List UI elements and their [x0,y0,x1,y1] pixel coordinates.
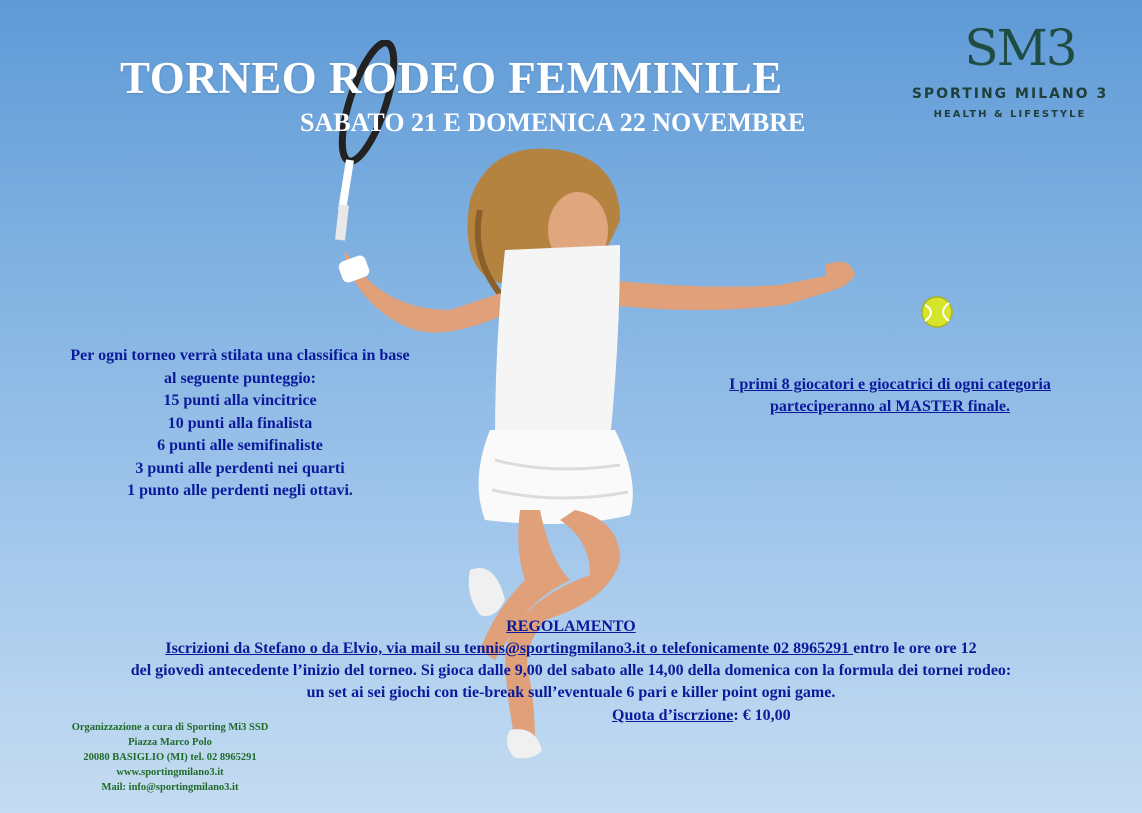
logo-mark: SM3 [964,19,1076,77]
scoring-line: 6 punti alle semifinaliste [157,437,323,454]
regolamento [20,616,1122,704]
scoring-line: 15 punti alla vincitrice [163,392,317,409]
entry-fee-label: Quota d’iscrzione [612,707,734,724]
organizer-info [40,720,300,795]
rules-line-2: del giovedì antecedente l’inizio del torneo. Si gioca dalle 9,00 del sabato alle 14,00 della domenica con la formula dei tornei rodeo: [130,662,1012,679]
rules-line-1 [20,638,1122,660]
entry-fee-value: : € 10,00 [733,707,791,724]
page-title: TORNEO RODEO FEMMINILE [120,53,783,103]
logo-name: SPORTING MILANO 3 [911,86,1109,102]
scoring-line: Per ogni torneo verrà stilata una classifica in base [70,347,410,364]
master-note [665,374,1115,418]
logo-tagline: HEALTH & LIFESTYLE [933,109,1087,120]
master-line-1: I primi 8 giocatori e giocatrici di ogni categoria [729,376,1051,393]
master-line-2: parteciperanno al MASTER finale. [770,398,1010,415]
regolamento-title: REGOLAMENTO [506,618,636,635]
scoring-line: al seguente punteggio: [164,369,316,387]
tennis-ball-icon [920,295,954,329]
rules-line-1-rest: entro le ore ore 12 [853,640,977,657]
organizer-city-phone: 20080 BASIGLIO (MI) tel. 02 8965291 [83,752,257,763]
rules-line-3: un set ai sei giochi con tie-break sull’eventuale 6 pari e killer point ogni game. [306,684,836,701]
scoring-line: 1 punto alle perdenti negli ottavi. [127,482,353,499]
registration-contact-link[interactable]: Iscrizioni da Stefano o da Elvio, via mail su tennis@sportingmilano3.it o telefonicamente 02 8965291 [165,640,854,657]
scoring-rules [30,345,450,503]
scoring-line: 10 punti alla finalista [167,414,313,432]
organizer-email-link[interactable]: Mail: info@sportingmilano3.it [101,782,239,793]
entry-fee [612,707,791,725]
organizer-website-link[interactable]: www.sportingmilano3.it [116,767,224,778]
scoring-line: 3 punti alle perdenti nei quarti [135,459,345,477]
sporting-milano3-logo [895,18,1125,133]
event-dates: SABATO 21 E DOMENICA 22 NOVEMBRE [300,108,806,137]
organizer-address: Piazza Marco Polo [128,737,212,748]
organizer-line: Organizzazione a cura di Sporting Mi3 SSD [71,722,269,733]
